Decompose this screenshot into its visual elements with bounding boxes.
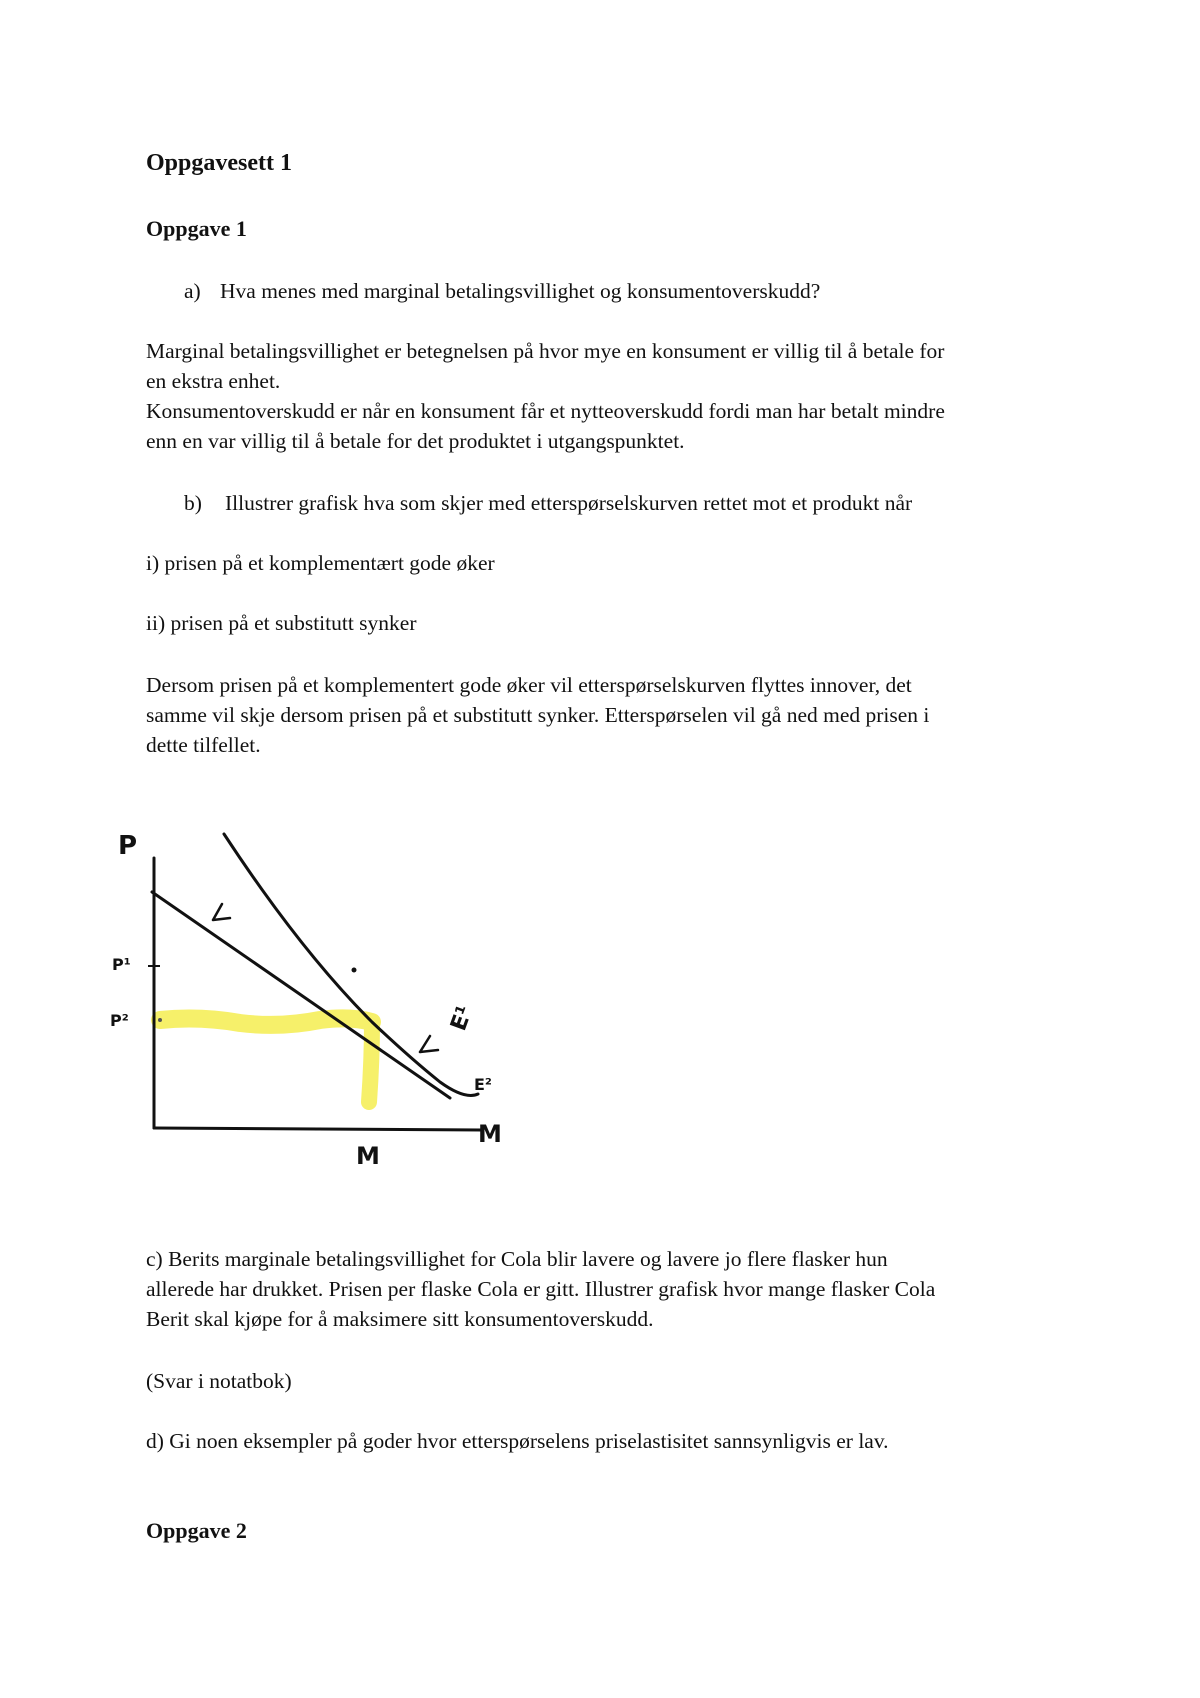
sketch-svg — [110, 820, 530, 1180]
arrow-to-e2 — [420, 1036, 438, 1052]
answer-b-line-2: samme vil skje dersom prisen på et substitutt synker. Etterspørselen vil gå ned med prisen i — [146, 703, 930, 727]
question-c-line-1: c) Berits marginale betalingsvillighet for Cola blir lavere og lavere jo flere flasker hun — [146, 1247, 888, 1271]
task1-heading: Oppgave 1 — [146, 216, 247, 241]
x-axis-label: M — [478, 1120, 502, 1148]
curve-label-e1: E¹ — [446, 1002, 479, 1035]
demand-curve-e2 — [224, 834, 478, 1096]
question-d: d) Gi noen eksempler på goder hvor etterspørselens priselastisitet sannsynligvis er lav. — [146, 1429, 889, 1453]
x-marker-label: M — [356, 1142, 380, 1170]
question-a — [184, 276, 820, 306]
answer-b-line-1: Dersom prisen på et komplementert gode øker vil etterspørselskurven flyttes innover, det — [146, 673, 912, 697]
dot-mark — [352, 968, 357, 973]
highlight-vertical — [369, 1022, 372, 1102]
answer-a-line-4: enn en var villig til å betale for det produktet i utgangspunktet. — [146, 429, 685, 453]
curve-label-e2: E² — [474, 1075, 492, 1094]
answer-a-line-3: Konsumentoverskudd er når en konsument får et nytteoverskudd fordi man har betalt mindre — [146, 399, 945, 423]
price-label-1: P¹ — [112, 955, 131, 974]
arrow-to-e1 — [213, 904, 230, 920]
question-b — [184, 488, 912, 518]
question-c-line-3: Berit skal kjøpe for å maksimere sitt konsumentoverskudd. — [146, 1307, 654, 1331]
task2-heading: Oppgave 2 — [146, 1518, 247, 1543]
question-b-text: Illustrer grafisk hva som skjer med etterspørselskurven rettet mot et produkt når — [225, 491, 913, 515]
document-title: Oppgavesett 1 — [146, 150, 292, 176]
question-b-i: i) prisen på et komplementært gode øker — [146, 551, 495, 575]
question-c-answer: (Svar i notatbok) — [146, 1369, 292, 1393]
answer-a-line-2: en ekstra enhet. — [146, 369, 281, 393]
question-b-label: b) — [184, 491, 202, 515]
answer-b-line-3: dette tilfellet. — [146, 733, 261, 757]
y-axis-label: P — [118, 831, 138, 861]
demand-curve-e1 — [152, 892, 450, 1098]
dot-on-highlight — [158, 1018, 162, 1022]
question-a-label: a) — [184, 279, 201, 303]
question-a-text: Hva menes med marginal betalingsvillighet og konsumentoverskudd? — [220, 279, 821, 303]
answer-a-line-1: Marginal betalingsvillighet er betegnelsen på hvor mye en konsument er villig til å betale for — [146, 339, 945, 363]
question-c-line-2: allerede har drukket. Prisen per flaske Cola er gitt. Illustrer grafisk hvor mange flasker Cola — [146, 1277, 936, 1301]
demand-shift-sketch — [110, 820, 530, 1180]
price-label-2: P² — [110, 1011, 129, 1030]
question-b-ii: ii) prisen på et substitutt synker — [146, 611, 417, 635]
x-axis-line — [154, 1128, 482, 1130]
